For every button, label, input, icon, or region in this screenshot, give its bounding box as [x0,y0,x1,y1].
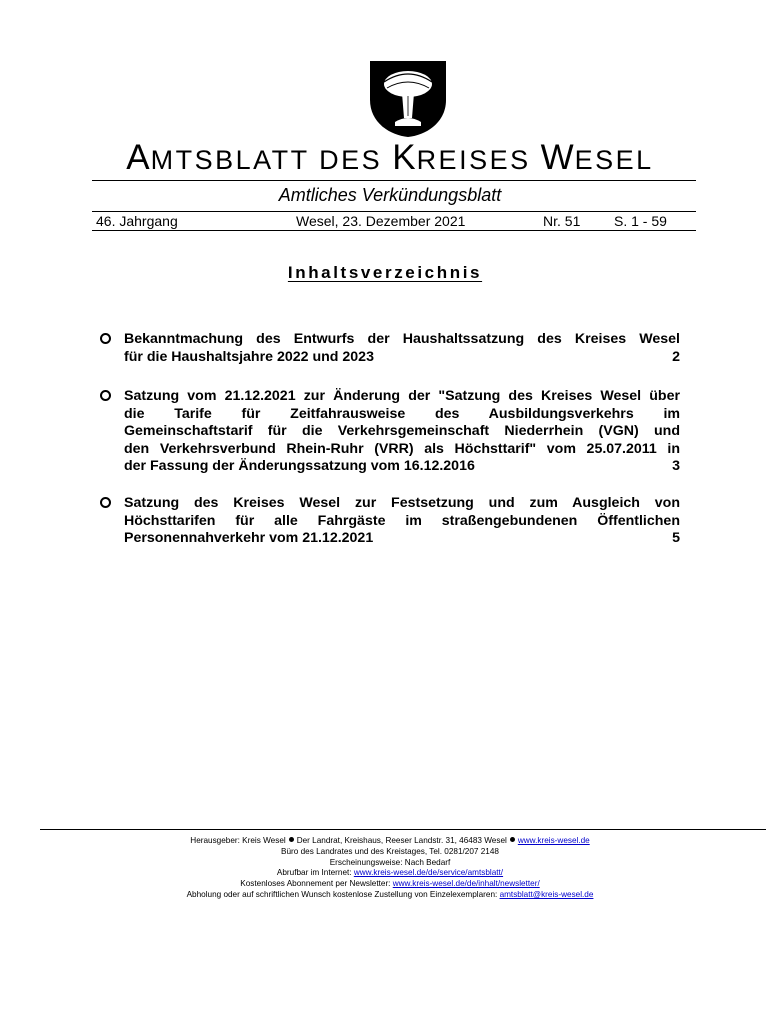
footer-line-publisher [0,836,770,847]
entry-line: Satzung des Kreises Wesel zur Festsetzung und zum Ausgleich von [124,495,680,511]
toc-entry[interactable] [100,388,680,476]
entry-line [124,349,680,367]
entry-line: Höchsttarifen für alle Fahrgäste im straßengebundenen Öffentlichen [124,512,680,529]
entry-page-number: 5 [672,530,680,546]
publisher-text: Herausgeber: Kreis Wesel [190,836,286,845]
title-initial-a: A [126,138,151,177]
place-date: Wesel, 23. Dezember 2021 [296,213,466,229]
footer [0,836,770,901]
entry-line: Gemeinschaftstarif für die Verkehrsgemeinschaft Niederrhein (VGN) und [124,423,680,439]
issue-info-bar [96,213,686,231]
bullet-circle-icon [100,497,111,508]
title-part-2: REISES [416,145,541,175]
footer-line-online [0,868,770,879]
title-part-3: ESEL [574,145,654,175]
subtitle-rule [92,211,696,212]
entry-page-number: 3 [672,458,680,474]
entry-line-text: der Fassung der Änderungssatzung vom 16.12.2016 [124,458,475,474]
website-link[interactable]: www.kreis-wesel.de [517,836,590,845]
toc-heading: Inhaltsverzeichnis [287,263,483,282]
pickup-label: Abholung oder auf schriftlichen Wunsch kostenlose Zustellung von Einzelexemplaren: [186,889,500,899]
page-range: S. 1 - 59 [614,213,667,229]
entry-line-text: für die Haushaltsjahre 2022 und 2023 [124,348,374,365]
entry-line [124,458,680,476]
publication-title [90,138,690,178]
bullet-circle-icon [100,333,111,344]
email-link[interactable]: amtsblatt@kreis-wesel.de [499,889,594,899]
title-rule [92,180,696,181]
entry-line-text: Personennahverkehr vom 21.12.2021 [124,530,374,546]
bullet-circle-icon [100,390,111,401]
footer-line-office: Büro des Landrates und des Kreistages, Tel. 0281/207 2148 [281,846,499,856]
entry-line: die Tarife für Zeitfahrausweise des Ausbildungsverkehrs im [124,405,680,422]
title-part-1: MTSBLATT DES [150,145,393,175]
toc-entry[interactable] [100,331,680,366]
bullet-dot-icon [510,837,515,842]
coat-of-arms-icon [369,60,447,138]
address-text: Der Landrat, Kreishaus, Reeser Landstr. 31, 46483 Wesel [296,836,507,845]
newsletter-label: Kostenloses Abonnement per Newsletter: [240,879,393,889]
title-initial-w: W [540,138,575,177]
entry-line: Bekanntmachung des Entwurfs der Haushaltssatzung des Kreises Wesel [124,331,680,347]
year-volume: 46. Jahrgang [96,213,178,229]
bullet-dot-icon [289,837,294,842]
entry-line [124,530,680,548]
toc-entry[interactable] [100,495,680,548]
title-initial-k: K [392,138,417,177]
footer-line-newsletter [0,879,770,890]
footer-rule [40,829,766,830]
subtitle: Amtliches Verkündungsblatt [278,185,502,205]
info-rule [92,230,696,231]
entry-line: Satzung vom 21.12.2021 zur Änderung der "Satzung des Kreises Wesel über [124,388,680,404]
newsletter-link[interactable]: www.kreis-wesel.de/de/inhalt/newsletter/ [392,879,540,889]
amtsblatt-link[interactable]: www.kreis-wesel.de/de/service/amtsblatt/ [353,868,504,878]
entry-line: den Verkehrsverbund Rhein-Ruhr (VRR) als Höchsttarif" vom 25.07.2011 in [124,440,680,457]
online-label: Abrufbar im Internet: [276,868,354,878]
footer-line-frequency: Erscheinungsweise: Nach Bedarf [329,857,451,867]
entry-page-number: 2 [672,348,680,365]
footer-line-pickup [0,890,770,901]
issue-number: Nr. 51 [543,213,581,229]
